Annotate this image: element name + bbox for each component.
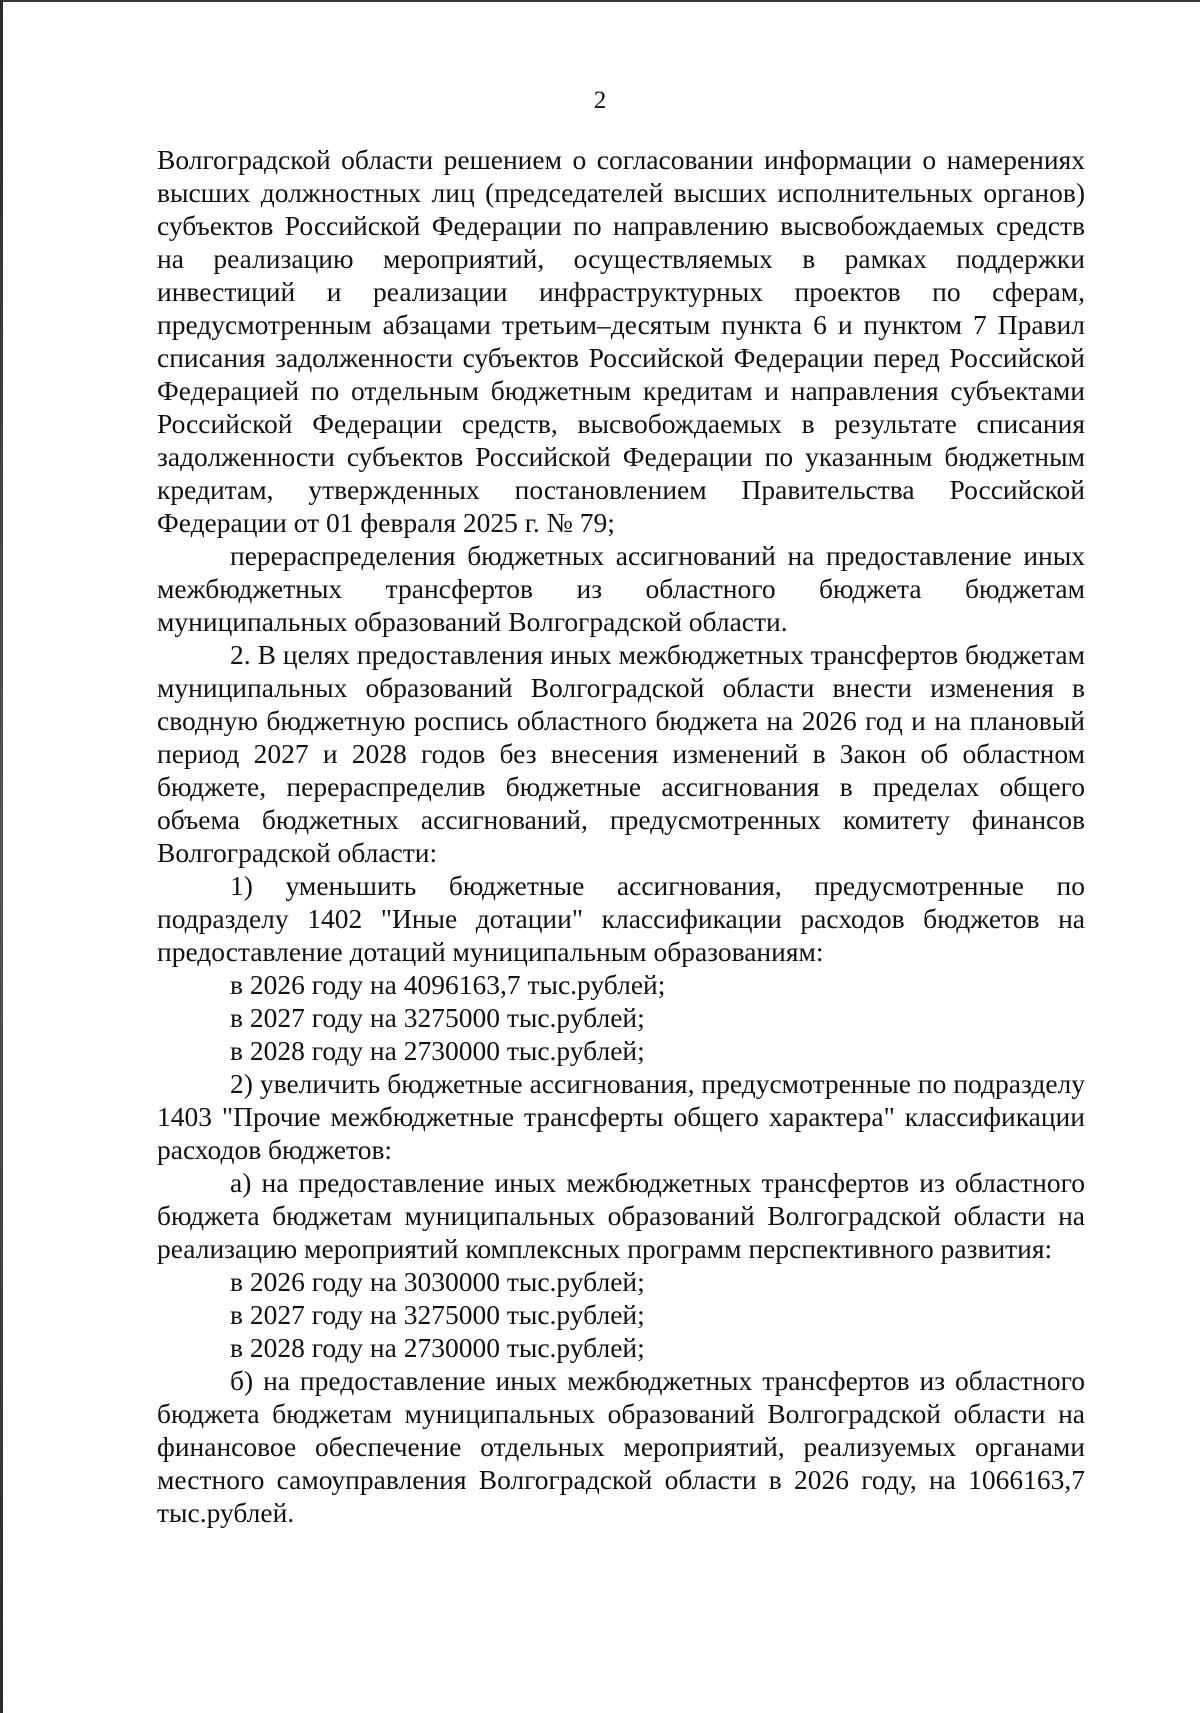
paragraph-subitem-a: а) на предоставление иных межбюджетных трансфертов из областного бюджета бюджетам муниципальных образований Волгоградской области на реализацию мероприятий комплексных программ перспективного развития:: [157, 1167, 1085, 1264]
scan-top-edge: [0, 0, 1200, 2]
amount-line-2026-decrease: в 2026 году на 4096163,7 тыс.рублей;: [230, 969, 666, 1000]
scan-left-edge: [0, 0, 3, 1713]
amount-line-2027-a: в 2027 году на 3275000 тыс.рублей;: [230, 1299, 645, 1330]
paragraph-subitem-b: б) на предоставление иных межбюджетных трансфертов из областного бюджета бюджетам муниципальных образований Волгоградской области на финансовое обеспечение отдельных мероприятий, реализуемых органами местного самоуправления Волгоградской области в 2026 году, на 1066163,7 тыс.рублей.: [157, 1365, 1085, 1528]
amount-line-2027-decrease: в 2027 году на 3275000 тыс.рублей;: [230, 1002, 645, 1033]
page-number: 2: [593, 87, 607, 114]
amount-line-2026-a: в 2026 году на 3030000 тыс.рублей;: [230, 1266, 645, 1297]
paragraph-redistribution: перераспределения бюджетных ассигнований на предоставление иных межбюджетных трансфертов из областного бюджета бюджетам муниципальных образований Волгоградской области.: [157, 540, 1085, 637]
paragraph-subitem-1: 1) уменьшить бюджетные ассигнования, предусмотренные по подразделу 1402 "Иные дотации" классификации расходов бюджетов на предоставление дотаций муниципальным образованиям:: [157, 870, 1085, 967]
amount-line-2028-a: в 2028 году на 2730000 тыс.рублей;: [230, 1332, 645, 1363]
document-body: [157, 143, 1085, 1529]
paragraph-item-2: 2. В целях предоставления иных межбюджетных трансфертов бюджетам муниципальных образований Волгоградской области внести изменения в сводную бюджетную роспись областного бюджета на 2026 год и на плановый период 2027 и 2028 годов без внесения изменений в Закон об областном бюджете, перераспределив бюджетные ассигнования в пределах общего объема бюджетных ассигнований, предусмотренных комитету финансов Волгоградской области:: [157, 639, 1085, 868]
paragraph-continuation: Волгоградской области решением о согласовании информации о намерениях высших должностных лиц (председателей высших исполнительных органов) субъектов Российской Федерации по направлению высвобождаемых средств на реализацию мероприятий, осуществляемых в рамках поддержки инвестиций и реализации инфраструктурных проектов по сферам, предусмотренным абзацами третьим–десятым пункта 6 и пунктом 7 Правил списания задолженности субъектов Российской Федерации перед Российской Федерацией по отдельным бюджетным кредитам и направления субъектами Российской Федерации средств, высвобождаемых в результате списания задолженности субъектов Российской Федерации по указанным бюджетным кредитам, утвержденных постановлением Правительства Российской Федерации от 01 февраля 2025 г. № 79;: [157, 144, 1085, 538]
paragraph-subitem-2: 2) увеличить бюджетные ассигнования, предусмотренные по подразделу 1403 "Прочие межбюджетные трансферты общего характера" классификации расходов бюджетов:: [157, 1068, 1085, 1165]
amount-line-2028-decrease: в 2028 году на 2730000 тыс.рублей;: [230, 1035, 645, 1066]
